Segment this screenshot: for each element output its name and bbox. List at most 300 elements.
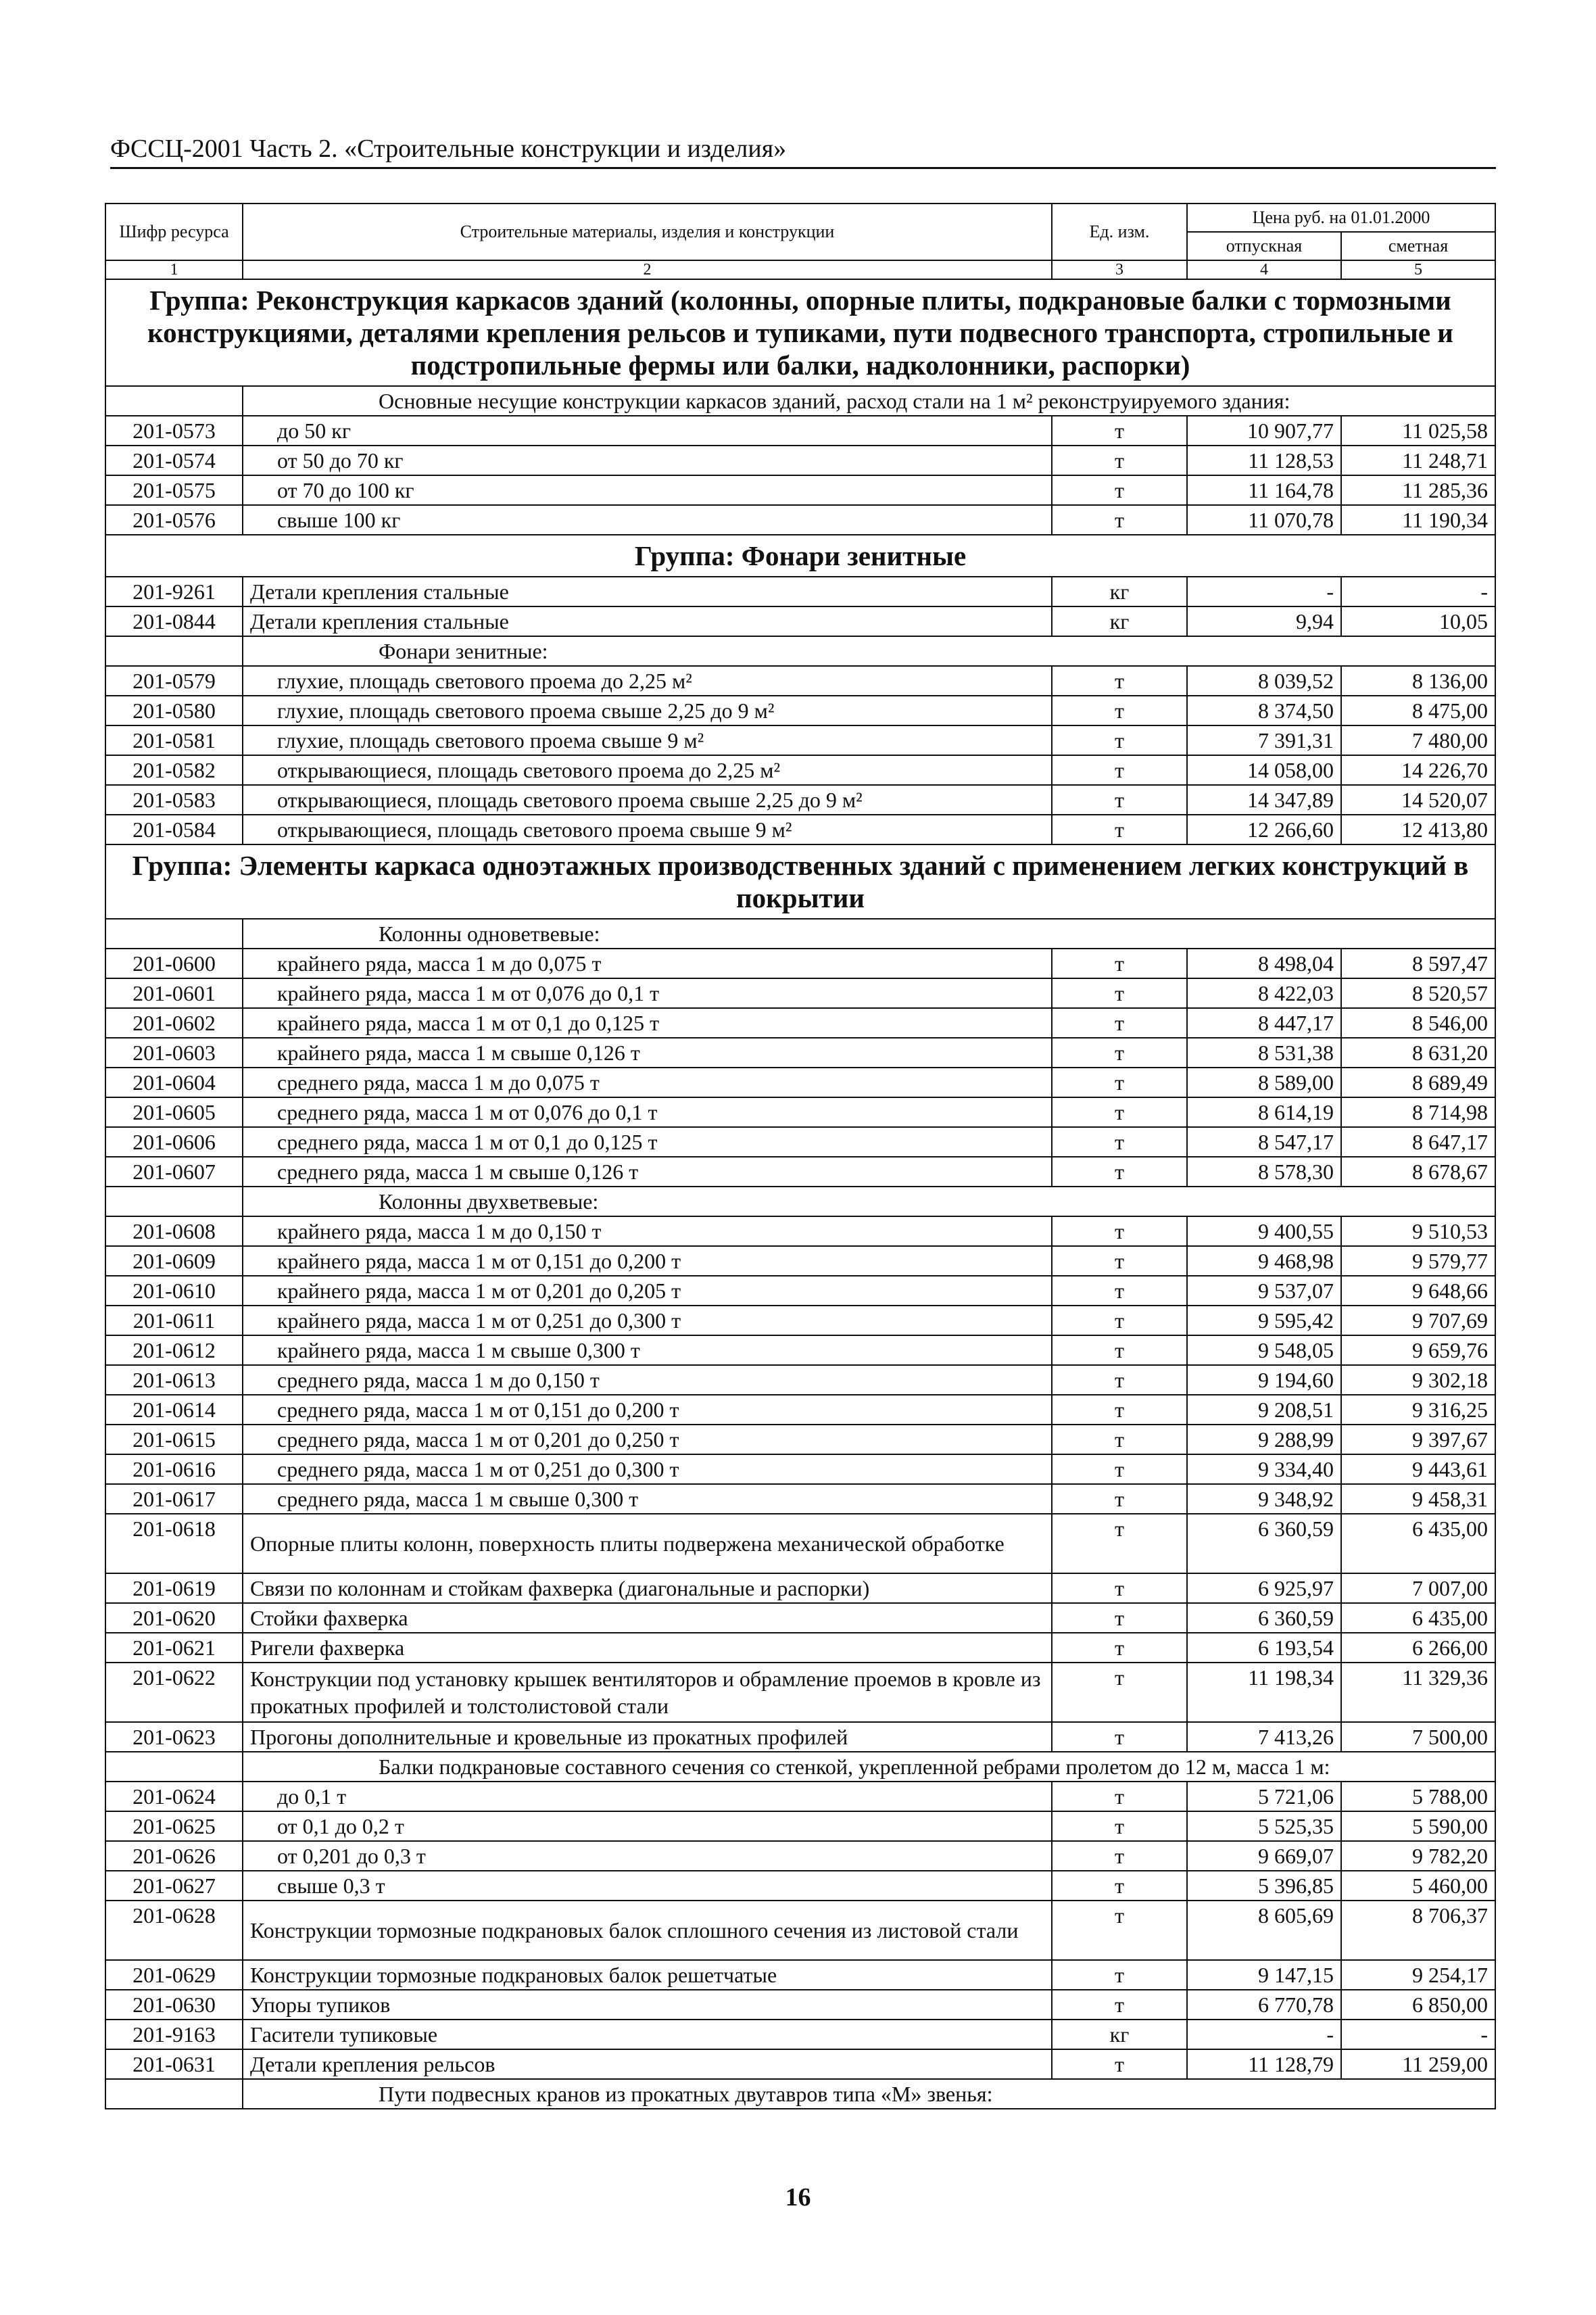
code-cell: 201-0575 <box>105 475 243 505</box>
name-cell: от 0,1 до 0,2 т <box>243 1811 1052 1841</box>
price-release-cell: 9 468,98 <box>1187 1246 1341 1276</box>
code-cell: 201-0603 <box>105 1038 243 1068</box>
price-release-cell: 8 531,38 <box>1187 1038 1341 1068</box>
table-row <box>105 1216 1495 1246</box>
price-estimate-cell: 6 266,00 <box>1341 1633 1495 1663</box>
name-cell: Конструкции тормозные подкрановых балок решетчатые <box>243 1960 1052 1990</box>
price-estimate-cell: 5 460,00 <box>1341 1871 1495 1901</box>
price-release-cell: 9 548,05 <box>1187 1335 1341 1365</box>
code-cell: 201-0580 <box>105 696 243 725</box>
unit-cell: т <box>1052 505 1187 535</box>
name-cell: Ригели фахверка <box>243 1633 1052 1663</box>
price-estimate-cell: 8 546,00 <box>1341 1008 1495 1038</box>
unit-cell: т <box>1052 1395 1187 1425</box>
price-estimate-cell: 8 714,98 <box>1341 1097 1495 1127</box>
name-cell: от 70 до 100 кг <box>243 475 1052 505</box>
name-cell: открывающиеся, площадь светового проема свыше 9 м² <box>243 815 1052 844</box>
code-cell <box>105 636 243 666</box>
name-cell: от 50 до 70 кг <box>243 446 1052 475</box>
name-cell: среднего ряда, масса 1 м от 0,076 до 0,1 т <box>243 1097 1052 1127</box>
unit-cell: т <box>1052 1306 1187 1335</box>
table-row <box>105 696 1495 725</box>
unit-cell: кг <box>1052 2020 1187 2049</box>
code-cell: 201-0583 <box>105 785 243 815</box>
name-cell: среднего ряда, масса 1 м до 0,075 т <box>243 1068 1052 1097</box>
header-price-group: Цена руб. на 01.01.2000 <box>1187 204 1495 232</box>
unit-cell: т <box>1052 1335 1187 1365</box>
code-cell: 201-0844 <box>105 606 243 636</box>
unit-cell: т <box>1052 1990 1187 2020</box>
price-release-cell: 7 413,26 <box>1187 1722 1341 1752</box>
code-cell: 201-0582 <box>105 755 243 785</box>
table-row <box>105 1663 1495 1722</box>
unit-cell: т <box>1052 475 1187 505</box>
name-cell: Прогоны дополнительные и кровельные из прокатных профилей <box>243 1722 1052 1752</box>
group-title: Группа: Элементы каркаса одноэтажных производственных зданий с применением легких конструкций в покрытии <box>105 844 1495 919</box>
name-cell: крайнего ряда, масса 1 м свыше 0,300 т <box>243 1335 1052 1365</box>
name-cell: Детали крепления стальные <box>243 577 1052 606</box>
table-row <box>105 785 1495 815</box>
subheading-text: Фонари зенитные: <box>243 636 1495 666</box>
price-estimate-cell: 14 226,70 <box>1341 755 1495 785</box>
price-release-cell: 14 058,00 <box>1187 755 1341 785</box>
table-row <box>105 1246 1495 1276</box>
unit-cell: т <box>1052 1008 1187 1038</box>
price-estimate-cell: 8 136,00 <box>1341 666 1495 696</box>
code-cell: 201-9261 <box>105 577 243 606</box>
price-estimate-cell: 14 520,07 <box>1341 785 1495 815</box>
unit-cell: т <box>1052 1365 1187 1395</box>
unit-cell: т <box>1052 1216 1187 1246</box>
name-cell: свыше 100 кг <box>243 505 1052 535</box>
price-release-cell: 5 396,85 <box>1187 1871 1341 1901</box>
name-cell: глухие, площадь светового проема свыше 9 м² <box>243 725 1052 755</box>
price-release-cell: 11 128,53 <box>1187 446 1341 475</box>
code-cell <box>105 1752 243 1782</box>
price-estimate-cell: 10,05 <box>1341 606 1495 636</box>
code-cell: 201-0608 <box>105 1216 243 1246</box>
name-cell: Связи по колоннам и стойкам фахверка (диагональные и распорки) <box>243 1573 1052 1603</box>
name-cell: среднего ряда, масса 1 м от 0,251 до 0,300 т <box>243 1454 1052 1484</box>
price-release-cell: 9 194,60 <box>1187 1365 1341 1395</box>
unit-cell: т <box>1052 1276 1187 1306</box>
name-cell: Детали крепления стальные <box>243 606 1052 636</box>
name-cell: Гасители тупиковые <box>243 2020 1052 2049</box>
unit-cell: т <box>1052 1722 1187 1752</box>
price-release-cell: 8 374,50 <box>1187 696 1341 725</box>
name-cell: Конструкции под установку крышек вентиляторов и обрамление проемов в кровле из прокатных профилей и толстолистовой стали <box>243 1663 1052 1722</box>
unit-cell: т <box>1052 1425 1187 1454</box>
price-estimate-cell: 7 500,00 <box>1341 1722 1495 1752</box>
col-number: 2 <box>243 260 1052 279</box>
code-cell: 201-9163 <box>105 2020 243 2049</box>
unit-cell: т <box>1052 1871 1187 1901</box>
header-name: Строительные материалы, изделия и конструкции <box>243 204 1052 260</box>
price-estimate-cell: 7 007,00 <box>1341 1573 1495 1603</box>
code-cell: 201-0584 <box>105 815 243 844</box>
name-cell: среднего ряда, масса 1 м свыше 0,126 т <box>243 1157 1052 1187</box>
unit-cell: т <box>1052 1157 1187 1187</box>
name-cell: крайнего ряда, масса 1 м от 0,076 до 0,1 т <box>243 978 1052 1008</box>
name-cell: крайнего ряда, масса 1 м от 0,251 до 0,300 т <box>243 1306 1052 1335</box>
code-cell: 201-0618 <box>105 1514 243 1573</box>
subheading-row <box>105 919 1495 949</box>
table-row <box>105 1454 1495 1484</box>
unit-cell: т <box>1052 949 1187 978</box>
price-estimate-cell: 5 788,00 <box>1341 1782 1495 1811</box>
code-cell: 201-0631 <box>105 2049 243 2079</box>
unit-cell: т <box>1052 1038 1187 1068</box>
name-cell: среднего ряда, масса 1 м свыше 0,300 т <box>243 1484 1052 1514</box>
name-cell: Стойки фахверка <box>243 1603 1052 1633</box>
price-release-cell: - <box>1187 2020 1341 2049</box>
price-estimate-cell: 11 190,34 <box>1341 505 1495 535</box>
name-cell: крайнего ряда, масса 1 м от 0,1 до 0,125 т <box>243 1008 1052 1038</box>
unit-cell: т <box>1052 725 1187 755</box>
header-price-release: отпускная <box>1187 232 1341 260</box>
table-row <box>105 1841 1495 1871</box>
price-estimate-cell: 9 659,76 <box>1341 1335 1495 1365</box>
price-estimate-cell: 9 707,69 <box>1341 1306 1495 1335</box>
price-estimate-cell: 8 631,20 <box>1341 1038 1495 1068</box>
code-cell: 201-0628 <box>105 1901 243 1960</box>
code-cell: 201-0576 <box>105 505 243 535</box>
unit-cell: т <box>1052 1841 1187 1871</box>
col-number: 1 <box>105 260 243 279</box>
group-title: Группа: Реконструкция каркасов зданий (колонны, опорные плиты, подкрановые балки с тормозными конструкциями, деталями крепления рельсов и тупиками, пути подвесного транспорта, стропильные и подстропильные фермы или балки, надколонники, распорки) <box>105 279 1495 386</box>
price-estimate-cell: 9 254,17 <box>1341 1960 1495 1990</box>
table-row <box>105 1901 1495 1960</box>
table-row <box>105 725 1495 755</box>
table-row <box>105 1127 1495 1157</box>
price-release-cell: 7 391,31 <box>1187 725 1341 755</box>
price-release-cell: 14 347,89 <box>1187 785 1341 815</box>
code-cell: 201-0623 <box>105 1722 243 1752</box>
table-row <box>105 577 1495 606</box>
price-estimate-cell: 11 285,36 <box>1341 475 1495 505</box>
code-cell: 201-0605 <box>105 1097 243 1127</box>
price-release-cell: 11 070,78 <box>1187 505 1341 535</box>
unit-cell: т <box>1052 978 1187 1008</box>
price-release-cell: 9 147,15 <box>1187 1960 1341 1990</box>
unit-cell: т <box>1052 755 1187 785</box>
unit-cell: т <box>1052 1782 1187 1811</box>
unit-cell: т <box>1052 1097 1187 1127</box>
subheading-row <box>105 1752 1495 1782</box>
group-title: Группа: Фонари зенитные <box>105 535 1495 577</box>
table-row <box>105 1068 1495 1097</box>
name-cell: Конструкции тормозные подкрановых балок сплошного сечения из листовой стали <box>243 1901 1052 1960</box>
code-cell: 201-0579 <box>105 666 243 696</box>
unit-cell: т <box>1052 666 1187 696</box>
unit-cell: т <box>1052 785 1187 815</box>
table-row <box>105 1960 1495 1990</box>
unit-cell: т <box>1052 1901 1187 1960</box>
group-row <box>105 279 1495 386</box>
table-row <box>105 978 1495 1008</box>
price-estimate-cell: 9 458,31 <box>1341 1484 1495 1514</box>
col-number: 5 <box>1341 260 1495 279</box>
price-release-cell: 6 193,54 <box>1187 1633 1341 1663</box>
price-estimate-cell: 8 647,17 <box>1341 1127 1495 1157</box>
code-cell: 201-0621 <box>105 1633 243 1663</box>
code-cell: 201-0613 <box>105 1365 243 1395</box>
subheading-text: Колонны одноветвевые: <box>243 919 1495 949</box>
name-cell: свыше 0,3 т <box>243 1871 1052 1901</box>
price-estimate-cell: 9 510,53 <box>1341 1216 1495 1246</box>
code-cell: 201-0609 <box>105 1246 243 1276</box>
code-cell: 201-0626 <box>105 1841 243 1871</box>
name-cell: среднего ряда, масса 1 м от 0,201 до 0,250 т <box>243 1425 1052 1454</box>
code-cell: 201-0607 <box>105 1157 243 1187</box>
table-row <box>105 1425 1495 1454</box>
price-release-cell: - <box>1187 577 1341 606</box>
page-number: 16 <box>785 2183 811 2212</box>
price-release-cell: 11 198,34 <box>1187 1663 1341 1722</box>
unit-cell: кг <box>1052 606 1187 636</box>
name-cell: крайнего ряда, масса 1 м до 0,150 т <box>243 1216 1052 1246</box>
price-release-cell: 6 770,78 <box>1187 1990 1341 2020</box>
unit-cell: т <box>1052 1573 1187 1603</box>
unit-cell: т <box>1052 416 1187 446</box>
unit-cell: т <box>1052 1663 1187 1722</box>
price-estimate-cell: 8 689,49 <box>1341 1068 1495 1097</box>
code-cell: 201-0624 <box>105 1782 243 1811</box>
name-cell: Опорные плиты колонн, поверхность плиты подвержена механической обработке <box>243 1514 1052 1573</box>
table-row <box>105 1395 1495 1425</box>
table-row <box>105 2020 1495 2049</box>
table-row <box>105 1157 1495 1187</box>
code-cell: 201-0620 <box>105 1603 243 1633</box>
table-body <box>105 279 1495 2109</box>
table-row <box>105 446 1495 475</box>
price-estimate-cell: 8 520,57 <box>1341 978 1495 1008</box>
unit-cell: т <box>1052 696 1187 725</box>
table-row <box>105 1514 1495 1573</box>
subheading-row <box>105 2079 1495 2109</box>
code-cell: 201-0604 <box>105 1068 243 1097</box>
unit-cell: т <box>1052 1484 1187 1514</box>
table-row <box>105 1782 1495 1811</box>
table-row <box>105 1484 1495 1514</box>
price-release-cell: 8 447,17 <box>1187 1008 1341 1038</box>
name-cell: крайнего ряда, масса 1 м до 0,075 т <box>243 949 1052 978</box>
subheading-text: Балки подкрановые составного сечения со стенкой, укрепленной ребрами пролетом до 12 м, масса 1 м: <box>243 1752 1495 1782</box>
price-release-cell: 9 400,55 <box>1187 1216 1341 1246</box>
subheading-text: Пути подвесных кранов из прокатных двутавров типа «М» звенья: <box>243 2079 1495 2109</box>
price-release-cell: 8 614,19 <box>1187 1097 1341 1127</box>
code-cell: 201-0614 <box>105 1395 243 1425</box>
page-header: ФССЦ-2001 Часть 2. «Строительные конструкции и изделия» <box>110 133 1496 169</box>
price-release-cell: 8 498,04 <box>1187 949 1341 978</box>
code-cell: 201-0610 <box>105 1276 243 1306</box>
price-estimate-cell: 6 850,00 <box>1341 1990 1495 2020</box>
price-release-cell: 11 128,79 <box>1187 2049 1341 2079</box>
price-release-cell: 5 525,35 <box>1187 1811 1341 1841</box>
code-cell: 201-0606 <box>105 1127 243 1157</box>
code-cell <box>105 919 243 949</box>
table-row <box>105 505 1495 535</box>
table-row <box>105 755 1495 785</box>
code-cell <box>105 2079 243 2109</box>
price-estimate-cell: - <box>1341 2020 1495 2049</box>
price-estimate-cell: 9 397,67 <box>1341 1425 1495 1454</box>
code-cell: 201-0602 <box>105 1008 243 1038</box>
table-row <box>105 1097 1495 1127</box>
price-release-cell: 9,94 <box>1187 606 1341 636</box>
price-release-cell: 8 605,69 <box>1187 1901 1341 1960</box>
price-release-cell: 9 288,99 <box>1187 1425 1341 1454</box>
code-cell: 201-0600 <box>105 949 243 978</box>
code-cell: 201-0630 <box>105 1990 243 2020</box>
price-release-cell: 8 039,52 <box>1187 666 1341 696</box>
table-row <box>105 1811 1495 1841</box>
code-cell: 201-0611 <box>105 1306 243 1335</box>
code-cell: 201-0601 <box>105 978 243 1008</box>
unit-cell: т <box>1052 1811 1187 1841</box>
price-release-cell: 6 360,59 <box>1187 1514 1341 1573</box>
price-estimate-cell: 11 248,71 <box>1341 446 1495 475</box>
code-cell: 201-0619 <box>105 1573 243 1603</box>
unit-cell: т <box>1052 2049 1187 2079</box>
code-cell: 201-0622 <box>105 1663 243 1722</box>
code-cell: 201-0615 <box>105 1425 243 1454</box>
table-row <box>105 1008 1495 1038</box>
name-cell: глухие, площадь светового проема до 2,25 м² <box>243 666 1052 696</box>
name-cell: крайнего ряда, масса 1 м от 0,201 до 0,205 т <box>243 1276 1052 1306</box>
subheading-text: Колонны двухветвевые: <box>243 1187 1495 1216</box>
subheading-row <box>105 386 1495 416</box>
name-cell: крайнего ряда, масса 1 м свыше 0,126 т <box>243 1038 1052 1068</box>
price-release-cell: 10 907,77 <box>1187 416 1341 446</box>
price-estimate-cell: 11 329,36 <box>1341 1663 1495 1722</box>
name-cell: среднего ряда, масса 1 м до 0,150 т <box>243 1365 1052 1395</box>
name-cell: открывающиеся, площадь светового проема до 2,25 м² <box>243 755 1052 785</box>
price-estimate-cell: 12 413,80 <box>1341 815 1495 844</box>
name-cell: глухие, площадь светового проема свыше 2,25 до 9 м² <box>243 696 1052 725</box>
code-cell: 201-0627 <box>105 1871 243 1901</box>
price-release-cell: 12 266,60 <box>1187 815 1341 844</box>
unit-cell: т <box>1052 1633 1187 1663</box>
unit-cell: т <box>1052 1454 1187 1484</box>
price-estimate-cell: 8 706,37 <box>1341 1901 1495 1960</box>
price-estimate-cell: 9 782,20 <box>1341 1841 1495 1871</box>
price-release-cell: 11 164,78 <box>1187 475 1341 505</box>
table-row <box>105 2049 1495 2079</box>
code-cell: 201-0574 <box>105 446 243 475</box>
subheading-text: Основные несущие конструкции каркасов зданий, расход стали на 1 м² реконструируемого здания: <box>243 386 1495 416</box>
code-cell <box>105 1187 243 1216</box>
price-release-cell: 9 208,51 <box>1187 1395 1341 1425</box>
code-cell: 201-0581 <box>105 725 243 755</box>
price-release-cell: 5 721,06 <box>1187 1782 1341 1811</box>
price-estimate-cell: 9 648,66 <box>1341 1276 1495 1306</box>
col-number: 4 <box>1187 260 1341 279</box>
table-row <box>105 815 1495 844</box>
price-estimate-cell: 7 480,00 <box>1341 725 1495 755</box>
unit-cell: кг <box>1052 577 1187 606</box>
table-row <box>105 1603 1495 1633</box>
price-estimate-cell: 8 475,00 <box>1341 696 1495 725</box>
table-row <box>105 1633 1495 1663</box>
unit-cell: т <box>1052 446 1187 475</box>
price-release-cell: 8 547,17 <box>1187 1127 1341 1157</box>
code-cell: 201-0617 <box>105 1484 243 1514</box>
price-estimate-cell: 6 435,00 <box>1341 1514 1495 1573</box>
col-number: 3 <box>1052 260 1187 279</box>
unit-cell: т <box>1052 1068 1187 1097</box>
table-row <box>105 606 1495 636</box>
table-row <box>105 1990 1495 2020</box>
price-estimate-cell: 9 316,25 <box>1341 1395 1495 1425</box>
table-row <box>105 1365 1495 1395</box>
unit-cell: т <box>1052 1514 1187 1573</box>
code-cell: 201-0616 <box>105 1454 243 1484</box>
price-release-cell: 9 348,92 <box>1187 1484 1341 1514</box>
code-cell: 201-0612 <box>105 1335 243 1365</box>
code-cell <box>105 386 243 416</box>
name-cell: среднего ряда, масса 1 м от 0,1 до 0,125 т <box>243 1127 1052 1157</box>
price-release-cell: 8 422,03 <box>1187 978 1341 1008</box>
unit-cell: т <box>1052 1127 1187 1157</box>
header-price-estimate: сметная <box>1341 232 1495 260</box>
group-row <box>105 844 1495 919</box>
table-row <box>105 1038 1495 1068</box>
code-cell: 201-0573 <box>105 416 243 446</box>
unit-cell: т <box>1052 1246 1187 1276</box>
code-cell: 201-0629 <box>105 1960 243 1990</box>
table-row <box>105 1276 1495 1306</box>
price-release-cell: 9 595,42 <box>1187 1306 1341 1335</box>
header-code: Шифр ресурса <box>105 204 243 260</box>
unit-cell: т <box>1052 1960 1187 1990</box>
name-cell: от 0,201 до 0,3 т <box>243 1841 1052 1871</box>
subheading-row <box>105 636 1495 666</box>
price-release-cell: 9 537,07 <box>1187 1276 1341 1306</box>
unit-cell: т <box>1052 1603 1187 1633</box>
price-estimate-cell: 6 435,00 <box>1341 1603 1495 1633</box>
price-estimate-cell: 11 025,58 <box>1341 416 1495 446</box>
price-estimate-cell: 9 579,77 <box>1341 1246 1495 1276</box>
price-estimate-cell: 5 590,00 <box>1341 1811 1495 1841</box>
price-release-cell: 9 669,07 <box>1187 1841 1341 1871</box>
name-cell: среднего ряда, масса 1 м от 0,151 до 0,200 т <box>243 1395 1052 1425</box>
table-row <box>105 666 1495 696</box>
table-row <box>105 1306 1495 1335</box>
price-table <box>105 203 1496 2109</box>
subheading-row <box>105 1187 1495 1216</box>
table-row <box>105 1335 1495 1365</box>
price-estimate-cell: 9 302,18 <box>1341 1365 1495 1395</box>
price-release-cell: 8 578,30 <box>1187 1157 1341 1187</box>
price-release-cell: 6 925,97 <box>1187 1573 1341 1603</box>
name-cell: до 0,1 т <box>243 1782 1052 1811</box>
price-release-cell: 6 360,59 <box>1187 1603 1341 1633</box>
name-cell: крайнего ряда, масса 1 м от 0,151 до 0,200 т <box>243 1246 1052 1276</box>
unit-cell: т <box>1052 815 1187 844</box>
table-row <box>105 1573 1495 1603</box>
price-estimate-cell: - <box>1341 577 1495 606</box>
table-row <box>105 416 1495 446</box>
table-row <box>105 949 1495 978</box>
table-row <box>105 1871 1495 1901</box>
price-estimate-cell: 9 443,61 <box>1341 1454 1495 1484</box>
table-row <box>105 475 1495 505</box>
name-cell: до 50 кг <box>243 416 1052 446</box>
name-cell: Упоры тупиков <box>243 1990 1052 2020</box>
name-cell: Детали крепления рельсов <box>243 2049 1052 2079</box>
price-release-cell: 8 589,00 <box>1187 1068 1341 1097</box>
